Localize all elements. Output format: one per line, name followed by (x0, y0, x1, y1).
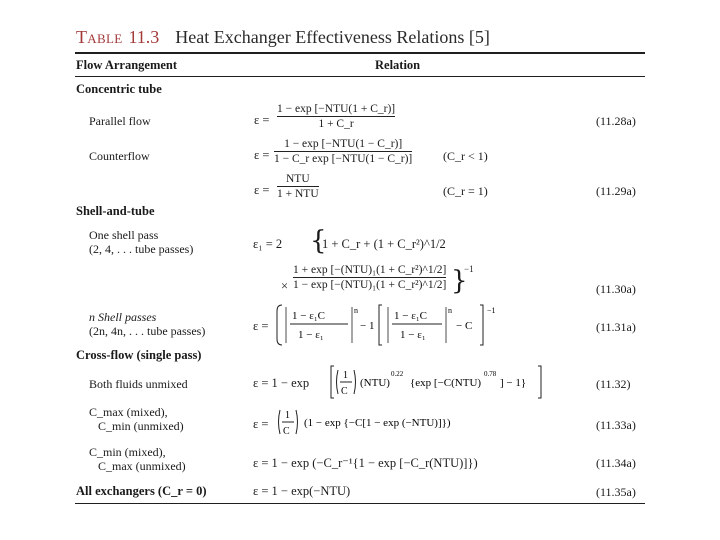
eq-shell1-expr1: 1 + C_r + (1 + C_r²)^1/2 (322, 237, 446, 251)
svg-text:1 − ε₁: 1 − ε₁ (400, 329, 426, 341)
cond-cr-equal-1: (C_r = 1) (443, 184, 488, 198)
svg-text:0.22: 0.22 (391, 370, 404, 378)
eq-parallel-fraction (277, 103, 395, 130)
svg-text:C: C (341, 386, 348, 397)
eqnum-11-31a: (11.31a) (596, 320, 636, 334)
eq-counter-lhs: ε = (254, 148, 270, 162)
eqnum-11-34a: (11.34a) (596, 456, 636, 470)
eq-counter-fraction (274, 138, 412, 165)
eq-shell1-pow: −1 (464, 264, 474, 274)
eqnum-11-32: (11.32) (596, 377, 631, 391)
label-both-unmixed: Both fluids unmixed (89, 377, 188, 391)
svg-text:n: n (354, 306, 358, 315)
svg-text:1 − ε₁: 1 − ε₁ (298, 329, 324, 341)
eq-all: ε = 1 − exp(−NTU) (253, 484, 351, 498)
label-n-shell-tubes: (2n, 4n, . . . tube passes) (89, 324, 206, 338)
eq-parallel-lhs: ε = (254, 113, 270, 127)
label-counterflow: Counterflow (89, 149, 150, 163)
eq-cmax-brackets (276, 404, 496, 440)
table-label: Table (76, 27, 123, 47)
section-cross-flow: Cross-flow (single pass) (76, 348, 202, 362)
header-flow-arrangement: Flow Arrangement (76, 58, 178, 72)
table-caption: Heat Exchanger Effectiveness Relations [5] (175, 27, 490, 47)
svg-text:− C: − C (456, 320, 473, 332)
bracket-left: { (310, 226, 327, 256)
eq-shell1-lhs: ε₁ = 2 (253, 237, 283, 251)
eq-both-brackets (330, 364, 550, 400)
eq-cmin-mixed: ε = 1 − exp (−C_r⁻¹{1 − exp [−C_r(NTU)]}) (253, 456, 478, 470)
label-cmax-unmixed: C_max (unmixed) (98, 459, 186, 473)
svg-text:1: 1 (285, 410, 290, 421)
eq-counter-eq-den: 1 + NTU (277, 188, 319, 200)
label-cmin-mixed: C_min (mixed), (89, 445, 166, 459)
eq-parallel-den: 1 + C_r (318, 118, 354, 130)
eqnum-11-33a: (11.33a) (596, 418, 636, 432)
eq-both-lhs: ε = 1 − exp (253, 376, 310, 390)
bracket-right: } (451, 266, 468, 296)
svg-text:1 − ε₁C: 1 − ε₁C (394, 310, 427, 322)
section-shell-and-tube: Shell-and-tube (76, 204, 155, 218)
svg-text:(NTU): (NTU) (360, 377, 390, 389)
bottom-rule (75, 503, 645, 504)
svg-text:C: C (283, 426, 290, 437)
svg-text:−1: −1 (487, 306, 496, 315)
header-rule (75, 76, 645, 77)
svg-text:] − 1}: ] − 1} (500, 377, 527, 389)
eq-shell1-fraction (293, 264, 446, 291)
table-number: 11.3 (128, 27, 160, 47)
header-relation: Relation (375, 58, 421, 72)
svg-text:1: 1 (343, 370, 348, 381)
eq-counter-eq-fraction (277, 173, 319, 200)
label-parallel-flow: Parallel flow (89, 114, 151, 128)
eq-counter-den: 1 − C_r exp [−NTU(1 − C_r)] (274, 153, 413, 165)
eq-shelln-lhs: ε = (253, 319, 269, 333)
svg-text:1 − ε₁C: 1 − ε₁C (292, 310, 325, 322)
eqnum-11-29a: (11.29a) (596, 184, 636, 198)
section-concentric-tube: Concentric tube (76, 82, 162, 96)
section-all-exchangers: All exchangers (C_r = 0) (76, 484, 207, 498)
eq-parallel-num: 1 − exp [−NTU(1 + C_r)] (277, 103, 396, 115)
eq-cmax-lhs: ε = (253, 417, 269, 431)
eqnum-11-35a: (11.35a) (596, 485, 636, 499)
eq-counter-eq-num: NTU (285, 173, 310, 185)
eq-shelln-expression (276, 303, 502, 350)
eq-shell1-num: 1 + exp [−(NTU)₁(1 + C_r²)^1/2] (293, 264, 447, 276)
eq-counter-num: 1 − exp [−NTU(1 − C_r)] (284, 138, 403, 150)
label-cmax-mixed: C_max (mixed), (89, 405, 168, 419)
label-cmin-unmixed: C_min (unmixed) (98, 419, 184, 433)
eq-shelln-brackets (276, 303, 502, 347)
eq-cmax-expression (276, 404, 496, 443)
eqnum-11-28a: (11.28a) (596, 114, 636, 128)
eq-counter-eq-lhs: ε = (254, 183, 270, 197)
cond-cr-less-1: (C_r < 1) (443, 149, 488, 163)
eqnum-11-30a: (11.30a) (596, 282, 636, 296)
svg-text:{exp [−C(NTU): {exp [−C(NTU) (410, 377, 482, 389)
eq-shell1-times: × (281, 279, 289, 293)
label-one-shell-pass: One shell pass (89, 228, 159, 242)
eq-both-expression (330, 364, 550, 403)
table-title (76, 27, 490, 48)
label-one-shell-tubes: (2, 4, . . . tube passes) (89, 242, 194, 256)
label-n-shell-passes: n Shell passes (89, 310, 157, 324)
svg-text:n: n (448, 306, 452, 315)
svg-text:(1 − exp {−C[1 − exp (−NTU)]}): (1 − exp {−C[1 − exp (−NTU)]}) (304, 417, 451, 429)
svg-text:0.78: 0.78 (484, 370, 497, 378)
svg-text:− 1: − 1 (360, 320, 375, 332)
eq-shell1-den: 1 − exp [−(NTU)₁(1 + C_r²)^1/2] (293, 279, 447, 291)
top-rule (75, 52, 645, 54)
